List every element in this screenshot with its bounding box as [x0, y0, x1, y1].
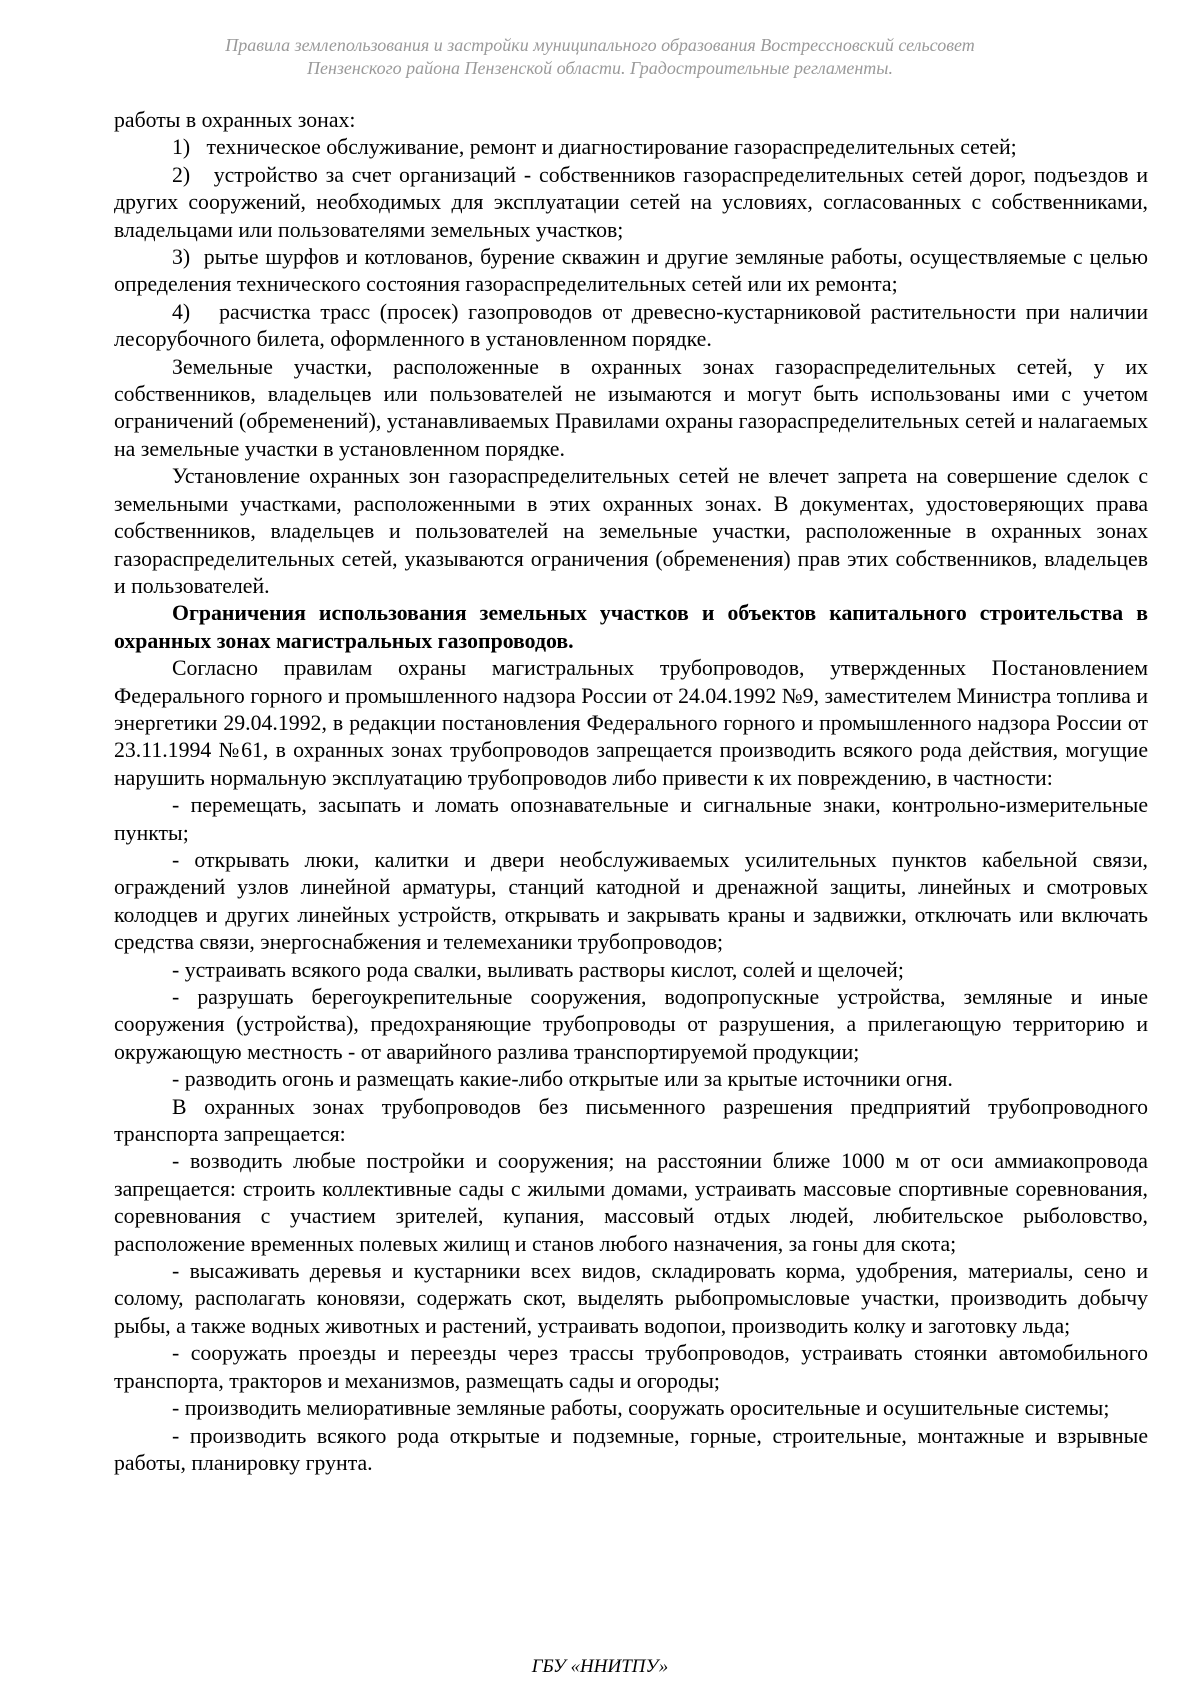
paragraph-intro: работы в охранных зонах: [114, 108, 356, 132]
header-line-1: Правила землепользования и застройки муниципального образования Вострессновский сельсовет [225, 35, 975, 55]
document-body [114, 107, 1148, 1477]
bullet-item-6: - возводить любые постройки и сооружения; на расстоянии ближе 1000 м от оси аммиакопровода запрещается: строить коллективные сады с жилыми домами, устраивать массовые спортивные соревнования, соревнования с участием зрителей, купания, массовый отдых людей, любительское рыболовство, расположение временных полевых жилищ и станов любого назначения, за гоны для скота; [114, 1149, 1148, 1256]
bullet-item-9: - производить мелиоративные земляные работы, сооружать оросительные и осушительные системы; [172, 1396, 1110, 1421]
paragraph-land-plots: Земельные участки, расположенные в охранных зонах газораспределительных сетей, у их собственников, владельцев или пользователей не изымаются и могут быть использованы ими с учетом ограничений (обременений), устанавливаемых Правилами охраны газораспределительных сетей и налагаемых на земельные участки в установленном порядке. [114, 354, 1148, 461]
bullet-item-7: - высаживать деревья и кустарники всех видов, складировать корма, удобрения, материалы, сено и солому, располагать коновязи, содержать скот, выделять рыбопромысловые участки, производить добычу рыбы, а также водных животных и растений, устраивать водопои, производить колку и заготовку льда; [114, 1259, 1148, 1338]
bullet-item-8: - сооружать проезды и переезды через трассы трубопроводов, устраивать стоянки автомобильного транспорта, тракторов и механизмов, размещать сады и огороды; [114, 1341, 1148, 1393]
paragraph-rules: Согласно правилам охраны магистральных трубопроводов, утвержденных Постановлением Федерального горного и промышленного надзора России от 24.04.1992 №9, заместителем Министра топлива и энергетики 29.04.1992, в редакции постановления Федерального горного и промышленного надзора России от 23.11.1994 №61, в охранных зонах трубопроводов запрещается производить всякого рода действия, могущие нарушить нормальную эксплуатацию трубопроводов либо привести к их повреждению, в частности: [114, 656, 1148, 790]
paragraph-establishment: Установление охранных зон газораспределительных сетей не влечет запрета на совершение сделок с земельными участками, расположенными в этих охранных зонах. В документах, удостоверяющих права собственников, владельцев и пользователей на земельные участки, расположенные в охранных зонах газораспределительных сетей, указываются ограничения (обременения) прав этих собственников, владельцев и пользователей. [114, 464, 1148, 598]
page-footer: ГБУ «ННИТПУ» [531, 1656, 669, 1677]
list-item-2: 2) устройство за счет организаций - собственников газораспределительных сетей дорог, подъездов и других сооружений, необходимых для эксплуатации сетей на условиях, согласованных с собственниками, владельцами или пользователями земельных участков; [114, 162, 1148, 242]
section-heading: Ограничения использования земельных участков и объектов капитального строительства в охранных зонах магистральных газопроводов. [114, 601, 1148, 653]
bullet-item-4: - разрушать берегоукрепительные сооружения, водопропускные устройства, земляные и иные сооружения (устройства), предохраняющие трубопроводы от разрушения, а прилегающую территорию и окружающую местность - от аварийного разлива транспортируемой продукции; [114, 985, 1148, 1064]
bullet-item-5: - разводить огонь и размещать какие-либо открытые или за крытые источники огня. [172, 1067, 953, 1092]
bullet-item-3: - устраивать всякого рода свалки, выливать растворы кислот, солей и щелочей; [172, 957, 904, 982]
page-header [0, 34, 1200, 80]
paragraph-prohibited: В охранных зонах трубопроводов без письменного разрешения предприятий трубопроводного транспорта запрещается: [114, 1094, 1148, 1147]
list-item-4: 4) расчистка трасс (просек) газопроводов от древесно-кустарниковой растительности при наличии лесорубочного билета, оформленного в установленном порядке. [114, 299, 1148, 352]
bullet-item-2: - открывать люки, калитки и двери необслуживаемых усилительных пунктов кабельной связи, ограждений узлов линейной арматуры, станций катодной и дренажной защиты, линейных и смотровых колодцев и других линейных устройств, открывать и закрывать краны и задвижки, отключать или включать средства связи, энергоснабжения и телемеханики трубопроводов; [114, 847, 1148, 955]
list-item-1: 1) техническое обслуживание, ремонт и диагностирование газораспределительных сетей; [172, 135, 1017, 160]
bullet-item-10: - производить всякого рода открытые и подземные, горные, строительные, монтажные и взрывные работы, планировку грунта. [114, 1423, 1148, 1475]
header-line-2: Пензенского района Пензенской области. Градостроительные регламенты. [306, 58, 893, 78]
bullet-item-1: - перемещать, засыпать и ломать опознавательные и сигнальные знаки, контрольно-измерительные пункты; [114, 793, 1148, 845]
list-item-3: 3) рытье шурфов и котлованов, бурение скважин и другие земляные работы, осуществляемые с целью определения технического состояния газораспределительных сетей или их ремонта; [114, 245, 1148, 297]
